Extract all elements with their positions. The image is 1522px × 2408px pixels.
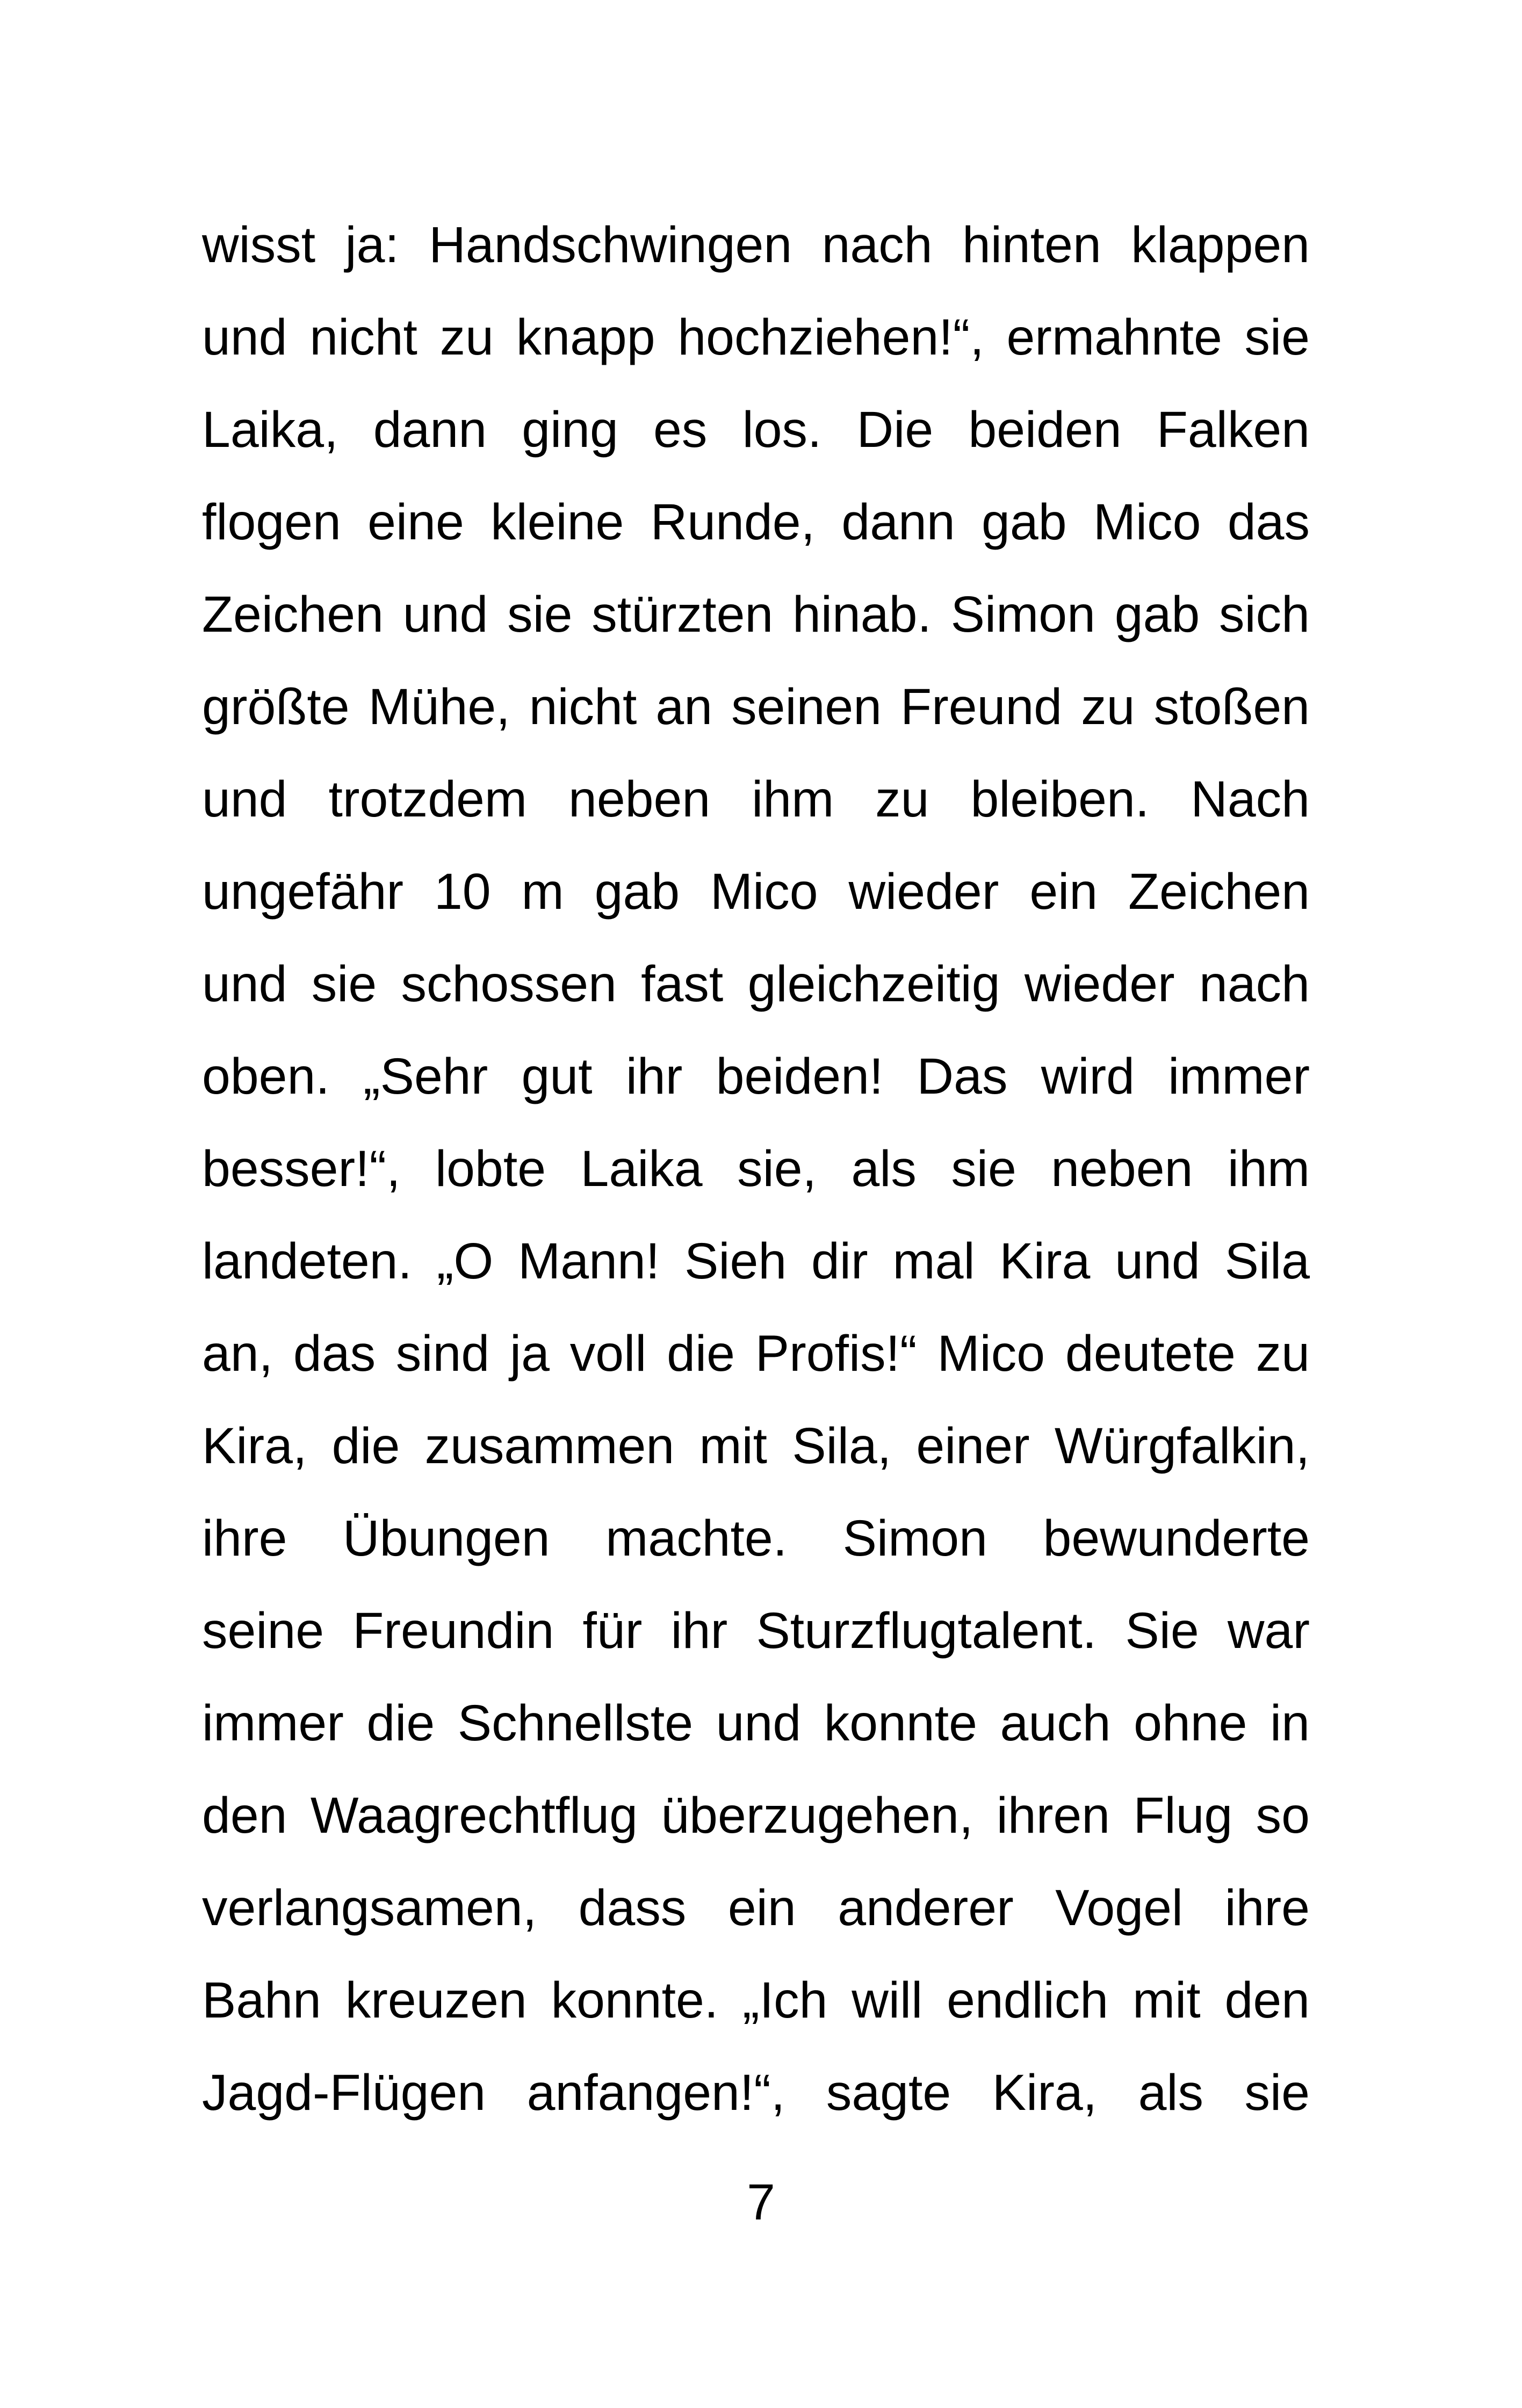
text-line: Kira, die zusammen mit Sila, einer Würgfalkin, <box>202 1418 1310 1474</box>
text-line: den Waagrechtflug überzugehen, ihren Flug so <box>202 1787 1310 1844</box>
text-line: immer die Schnellste und konnte auch ohne in <box>202 1695 1310 1752</box>
text-line: oben. „Sehr gut ihr beiden! Das wird immer <box>202 1048 1310 1105</box>
text-line: landeten. „O Mann! Sieh dir mal Kira und Sila <box>202 1233 1310 1290</box>
body-text <box>202 199 1310 2139</box>
text-line: an, das sind ja voll die Profis!“ Mico deutete zu <box>202 1325 1310 1382</box>
text-line: flogen eine kleine Runde, dann gab Mico das <box>202 494 1310 551</box>
text-line: Zeichen und sie stürzten hinab. Simon gab sich <box>202 586 1310 643</box>
text-line: verlangsamen, dass ein anderer Vogel ihre <box>202 1879 1310 1936</box>
text-line: besser!“, lobte Laika sie, als sie neben ihm <box>202 1140 1310 1197</box>
page-number: 7 <box>747 2174 775 2231</box>
text-line: Jagd-Flügen anfangen!“, sagte Kira, als sie <box>202 2064 1310 2121</box>
text-line: seine Freundin für ihr Sturzflugtalent. Sie war <box>202 1602 1310 1659</box>
text-line: wisst ja: Handschwingen nach hinten klappen <box>202 216 1310 273</box>
text-line: und nicht zu knapp hochziehen!“, ermahnte sie <box>202 309 1310 366</box>
text-line: Bahn kreuzen konnte. „Ich will endlich mit den <box>202 1972 1310 2029</box>
text-line: ihre Übungen machte. Simon bewunderte <box>202 1510 1310 1567</box>
text-line: größte Mühe, nicht an seinen Freund zu stoßen <box>202 678 1310 735</box>
text-line: und sie schossen fast gleichzeitig wieder nach <box>202 956 1310 1013</box>
text-line: Laika, dann ging es los. Die beiden Falken <box>202 401 1310 458</box>
text-line: ungefähr 10 m gab Mico wieder ein Zeichen <box>202 863 1310 920</box>
text-line: und trotzdem neben ihm zu bleiben. Nach <box>202 771 1310 828</box>
